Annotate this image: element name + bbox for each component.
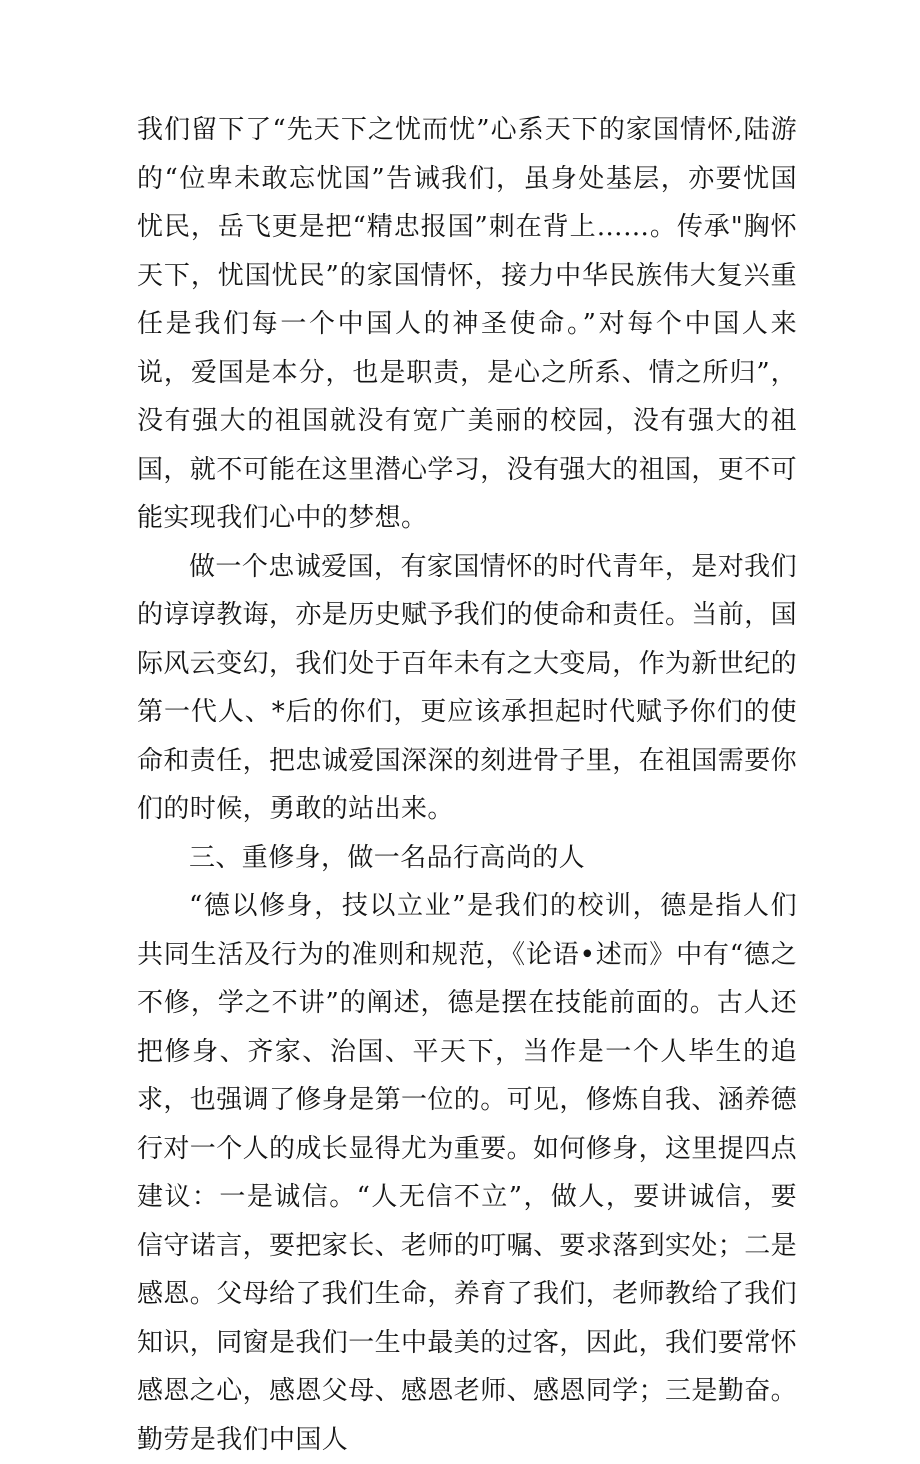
paragraph-self-cultivation: “德以修身，技以立业”是我们的校训，德是指人们共同生活及行为的准则和规范，《论语•述而》中有“德之不修，学之不讲”的阐述，德是摆在技能前面的。古人还把修身、齐家、治国、平天下，当作是一个人毕生的追求，也强调了修身是第一位的。可见，修炼自我、涵养德行对一个人的成长显得尤为重要。如何修身，这里提四点建议：一是诚信。“人无信不立”，做人，要讲诚信，要信守诺言，要把家长、老师的叮嘱、要求落到实处；二是感恩。父母给了我们生命，养育了我们，老师教给了我们知识，同窗是我们一生中最美的过客，因此，我们要常怀感恩之心，感恩父母、感恩老师、感恩同学；三是勤奋。勤劳是我们中国人 bbox=[137, 891, 798, 1455]
section-heading-self-cultivation: 三、重修身，做一名品行高尚的人 bbox=[189, 842, 586, 873]
document-body bbox=[137, 106, 797, 1464]
paragraph-patriotism-continuation: 我们留下了“先天下之忧而忧”心系天下的家国情怀,陆游的“位卑未敢忘忧国”告诫我们，虽身处基层，亦要忧国忧民，岳飞更是把“精忠报国”刺在背上……。传承"胸怀天下，忧国忧民”的家国情怀，接力中华民族伟大复兴重任是我们每一个中国人的神圣使命。”对每个中国人来说，爱国是本分，也是职责，是心之所系、情之所归”，没有强大的祖国就没有宽广美丽的校园，没有强大的祖国，就不可能在这里潜心学习，没有强大的祖国，更不可能实现我们心中的梦想。 bbox=[137, 115, 798, 533]
paragraph-patriotic-youth: 做一个忠诚爱国，有家国情怀的时代青年，是对我们的谆谆教诲，亦是历史赋予我们的使命和责任。当前，国际风云变幻，我们处于百年未有之大变局，作为新世纪的第一代人、*后的你们，更应该承担起时代赋予你们的使命和责任，把忠诚爱国深深的刻进骨子里，在祖国需要你们的时候，勇敢的站出来。 bbox=[137, 551, 798, 824]
